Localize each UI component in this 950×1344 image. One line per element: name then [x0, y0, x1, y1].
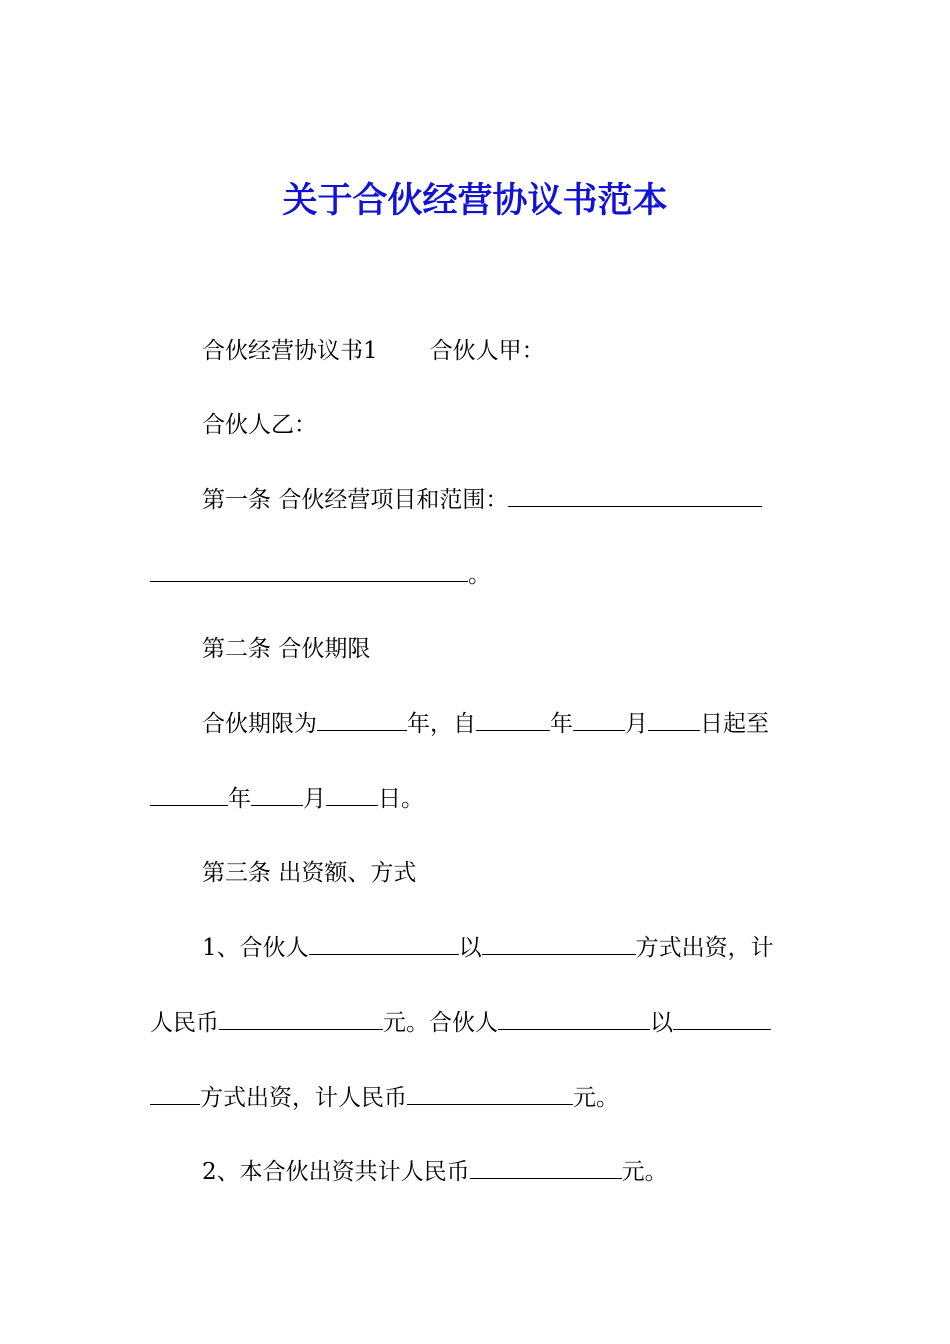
blank-total-amount [470, 1160, 622, 1179]
article-1-line [202, 483, 762, 517]
blank-end-day [326, 787, 378, 806]
article-2-text: 合伙期限 [278, 636, 371, 662]
by-label: 以 [458, 935, 482, 961]
contribution-total-text: 2、本合伙出资共计人民币 [202, 1159, 470, 1185]
article-2-label: 第二条 [202, 636, 271, 662]
blank-start-year [476, 712, 550, 731]
contribution-3-text: 方式出资，计人民币 [200, 1085, 407, 1111]
rmb-label: 人民币 [150, 1010, 219, 1036]
blank-method-2-continued [150, 1086, 200, 1105]
contribution-total-line [202, 1155, 668, 1189]
yuan-end-label: 元。 [621, 1159, 668, 1185]
year-label: 年 [228, 786, 251, 812]
blank-years [317, 712, 407, 731]
month-label: 月 [625, 711, 648, 737]
contribution-1-method: 方式出资，计 [635, 935, 774, 961]
partner-a-label: 合伙人甲： [429, 338, 545, 364]
blank-start-day [648, 712, 700, 731]
article-1-continued [150, 558, 491, 592]
blank-partner-name-2 [498, 1011, 650, 1030]
contribution-2-text: 元。合伙人 [383, 1010, 498, 1036]
article-1-label: 第一条 [202, 487, 271, 513]
blank-amount [219, 1011, 383, 1030]
agreement-label: 合伙经营协议书1 [202, 338, 378, 364]
term-text: 合伙期限为 [202, 711, 317, 737]
blank-end-month [251, 787, 303, 806]
month-label: 月 [303, 786, 326, 812]
article-3-text: 出资额、方式 [278, 860, 417, 886]
contribution-2-line [150, 1006, 771, 1040]
day-label: 日 [700, 711, 723, 737]
blank-method-2 [673, 1011, 771, 1030]
blank-scope-continued [150, 563, 468, 582]
blank-amount-2 [407, 1086, 573, 1105]
year-label: 年 [550, 711, 573, 737]
blank-end-year [150, 787, 228, 806]
by-label: 以 [650, 1010, 673, 1036]
blank-start-month [573, 712, 625, 731]
partner-b-line [202, 408, 317, 442]
contribution-3-line [150, 1081, 619, 1115]
partner-b-label: 合伙人乙： [202, 412, 317, 438]
article-2-line [202, 632, 370, 666]
period: 。 [468, 562, 491, 588]
term-line-continued [150, 782, 424, 816]
blank-method [482, 936, 636, 955]
term-line [202, 707, 769, 741]
article-3-line [202, 856, 416, 890]
article-1-text: 合伙经营项目和范围： [278, 487, 509, 513]
year-label: 年 [407, 711, 430, 737]
heading-line [202, 334, 545, 368]
article-3-label: 第三条 [202, 860, 271, 886]
yuan-end-label: 元。 [573, 1085, 619, 1111]
document-title: 关于合伙经营协议书范本 [282, 180, 668, 221]
from-label: ，自 [430, 711, 476, 737]
blank-partner-name [309, 936, 459, 955]
day-end-label: 日。 [378, 786, 424, 812]
until-label: 起至 [723, 711, 769, 737]
blank-scope [508, 488, 762, 507]
contribution-1-line [202, 931, 774, 965]
contribution-1-text: 1、合伙人 [202, 935, 309, 961]
